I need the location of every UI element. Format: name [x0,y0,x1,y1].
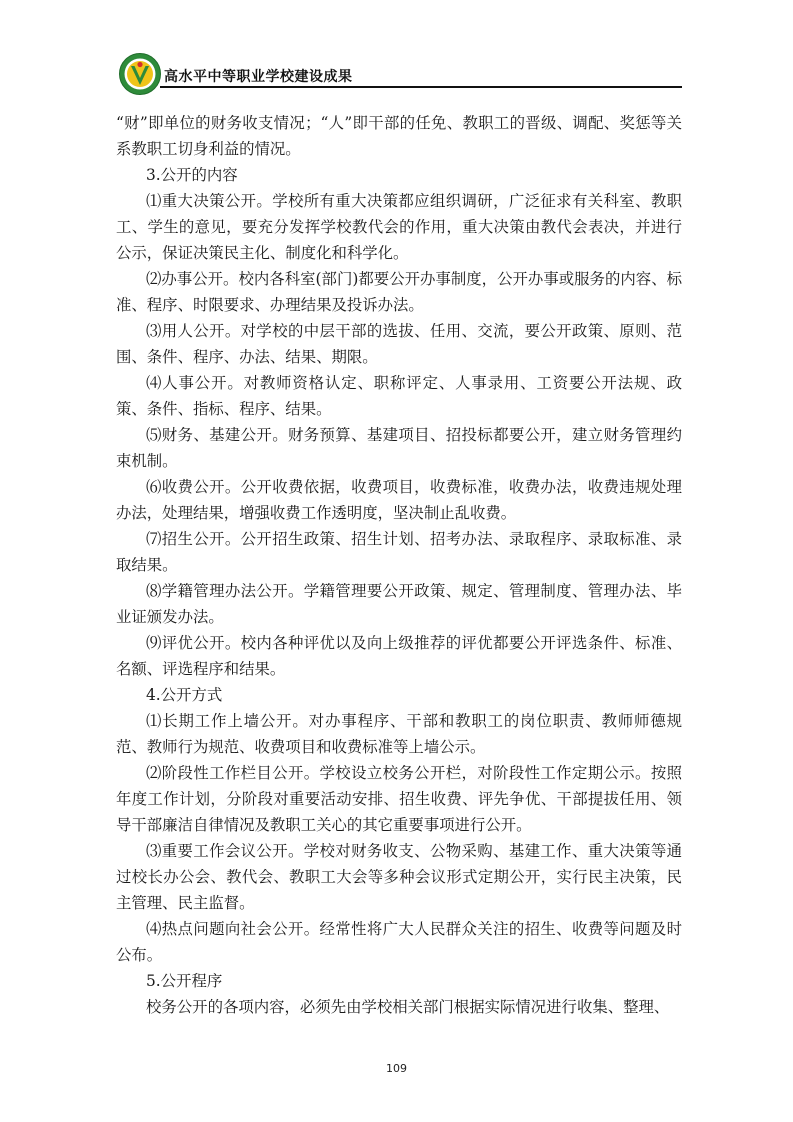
paragraph: ⑷热点问题向社会公开。经常性将广大人民群众关注的招生、收费等问题及时公布。 [116,920,682,964]
paragraph: ⑹收费公开。公开收费依据，收费项目，收费标准，收费办法，收费违规处理办法，处理结果，增强收费工作透明度，坚决制止乱收费。 [116,478,682,522]
paragraph: ⑺招生公开。公开招生政策、招生计划、招考办法、录取程序、录取标准、录取结果。 [116,530,682,574]
page-number: 109 [386,1062,407,1075]
paragraph: ⑴长期工作上墙公开。对办事程序、干部和教职工的岗位职责、教师师德规范、教师行为规范、收费项目和收费标准等上墙公示。 [116,712,682,756]
paragraph: 5.公开程序 [146,972,223,990]
paragraph: ⑶重要工作会议公开。学校对财务收支、公物采购、基建工作、重大决策等通过校长办公会、教代会、教职工大会等多种会议形式定期公开，实行民主决策，民主管理、民主监督。 [116,842,682,912]
paragraph: 3.公开的内容 [146,166,238,184]
paragraph: ⑸财务、基建公开。财务预算、基建项目、招投标都要公开，建立财务管理约束机制。 [116,426,682,470]
paragraph: ⑶用人公开。对学校的中层干部的选拔、任用、交流，要公开政策、原则、范围、条件、程序、办法、结果、期限。 [116,322,682,366]
paragraph: “财”即单位的财务收支情况；“人”即干部的任免、教职工的晋级、调配、奖惩等关系教职工切身利益的情况。 [116,114,682,158]
header-title: 高水平中等职业学校建设成果 [164,69,353,85]
document-body [116,110,682,1020]
paragraph: ⑴重大决策公开。学校所有重大决策都应组织调研，广泛征求有关科室、教职工、学生的意见，要充分发挥学校教代会的作用，重大决策由教代会表决，并进行公示，保证决策民主化、制度化和科学化。 [116,192,682,262]
paragraph: ⑵办事公开。校内各科室(部门)都要公开办事制度，公开办事或服务的内容、标准、程序、时限要求、办理结果及投诉办法。 [116,270,682,314]
header-rule [160,86,682,88]
page-header [0,0,793,110]
paragraph: 校务公开的各项内容，必须先由学校相关部门根据实际情况进行收集、整理、 [146,998,670,1016]
paragraph: 4.公开方式 [146,686,223,704]
paragraph: ⑻学籍管理办法公开。学籍管理要公开政策、规定、管理制度、管理办法、毕业证颁发办法。 [116,582,682,626]
paragraph: ⑵阶段性工作栏目公开。学校设立校务公开栏，对阶段性工作定期公示。按照年度工作计划，分阶段对重要活动安排、招生收费、评先争优、干部提拔任用、领导干部廉洁自律情况及教职工关心的其它重要事项进行公开。 [116,764,682,834]
paragraph: ⑼评优公开。校内各种评优以及向上级推荐的评优都要公开评选条件、标准、名额、评选程序和结果。 [116,634,682,678]
school-emblem-icon [118,52,162,96]
paragraph: ⑷人事公开。对教师资格认定、职称评定、人事录用、工资要公开法规、政策、条件、指标、程序、结果。 [116,374,682,418]
